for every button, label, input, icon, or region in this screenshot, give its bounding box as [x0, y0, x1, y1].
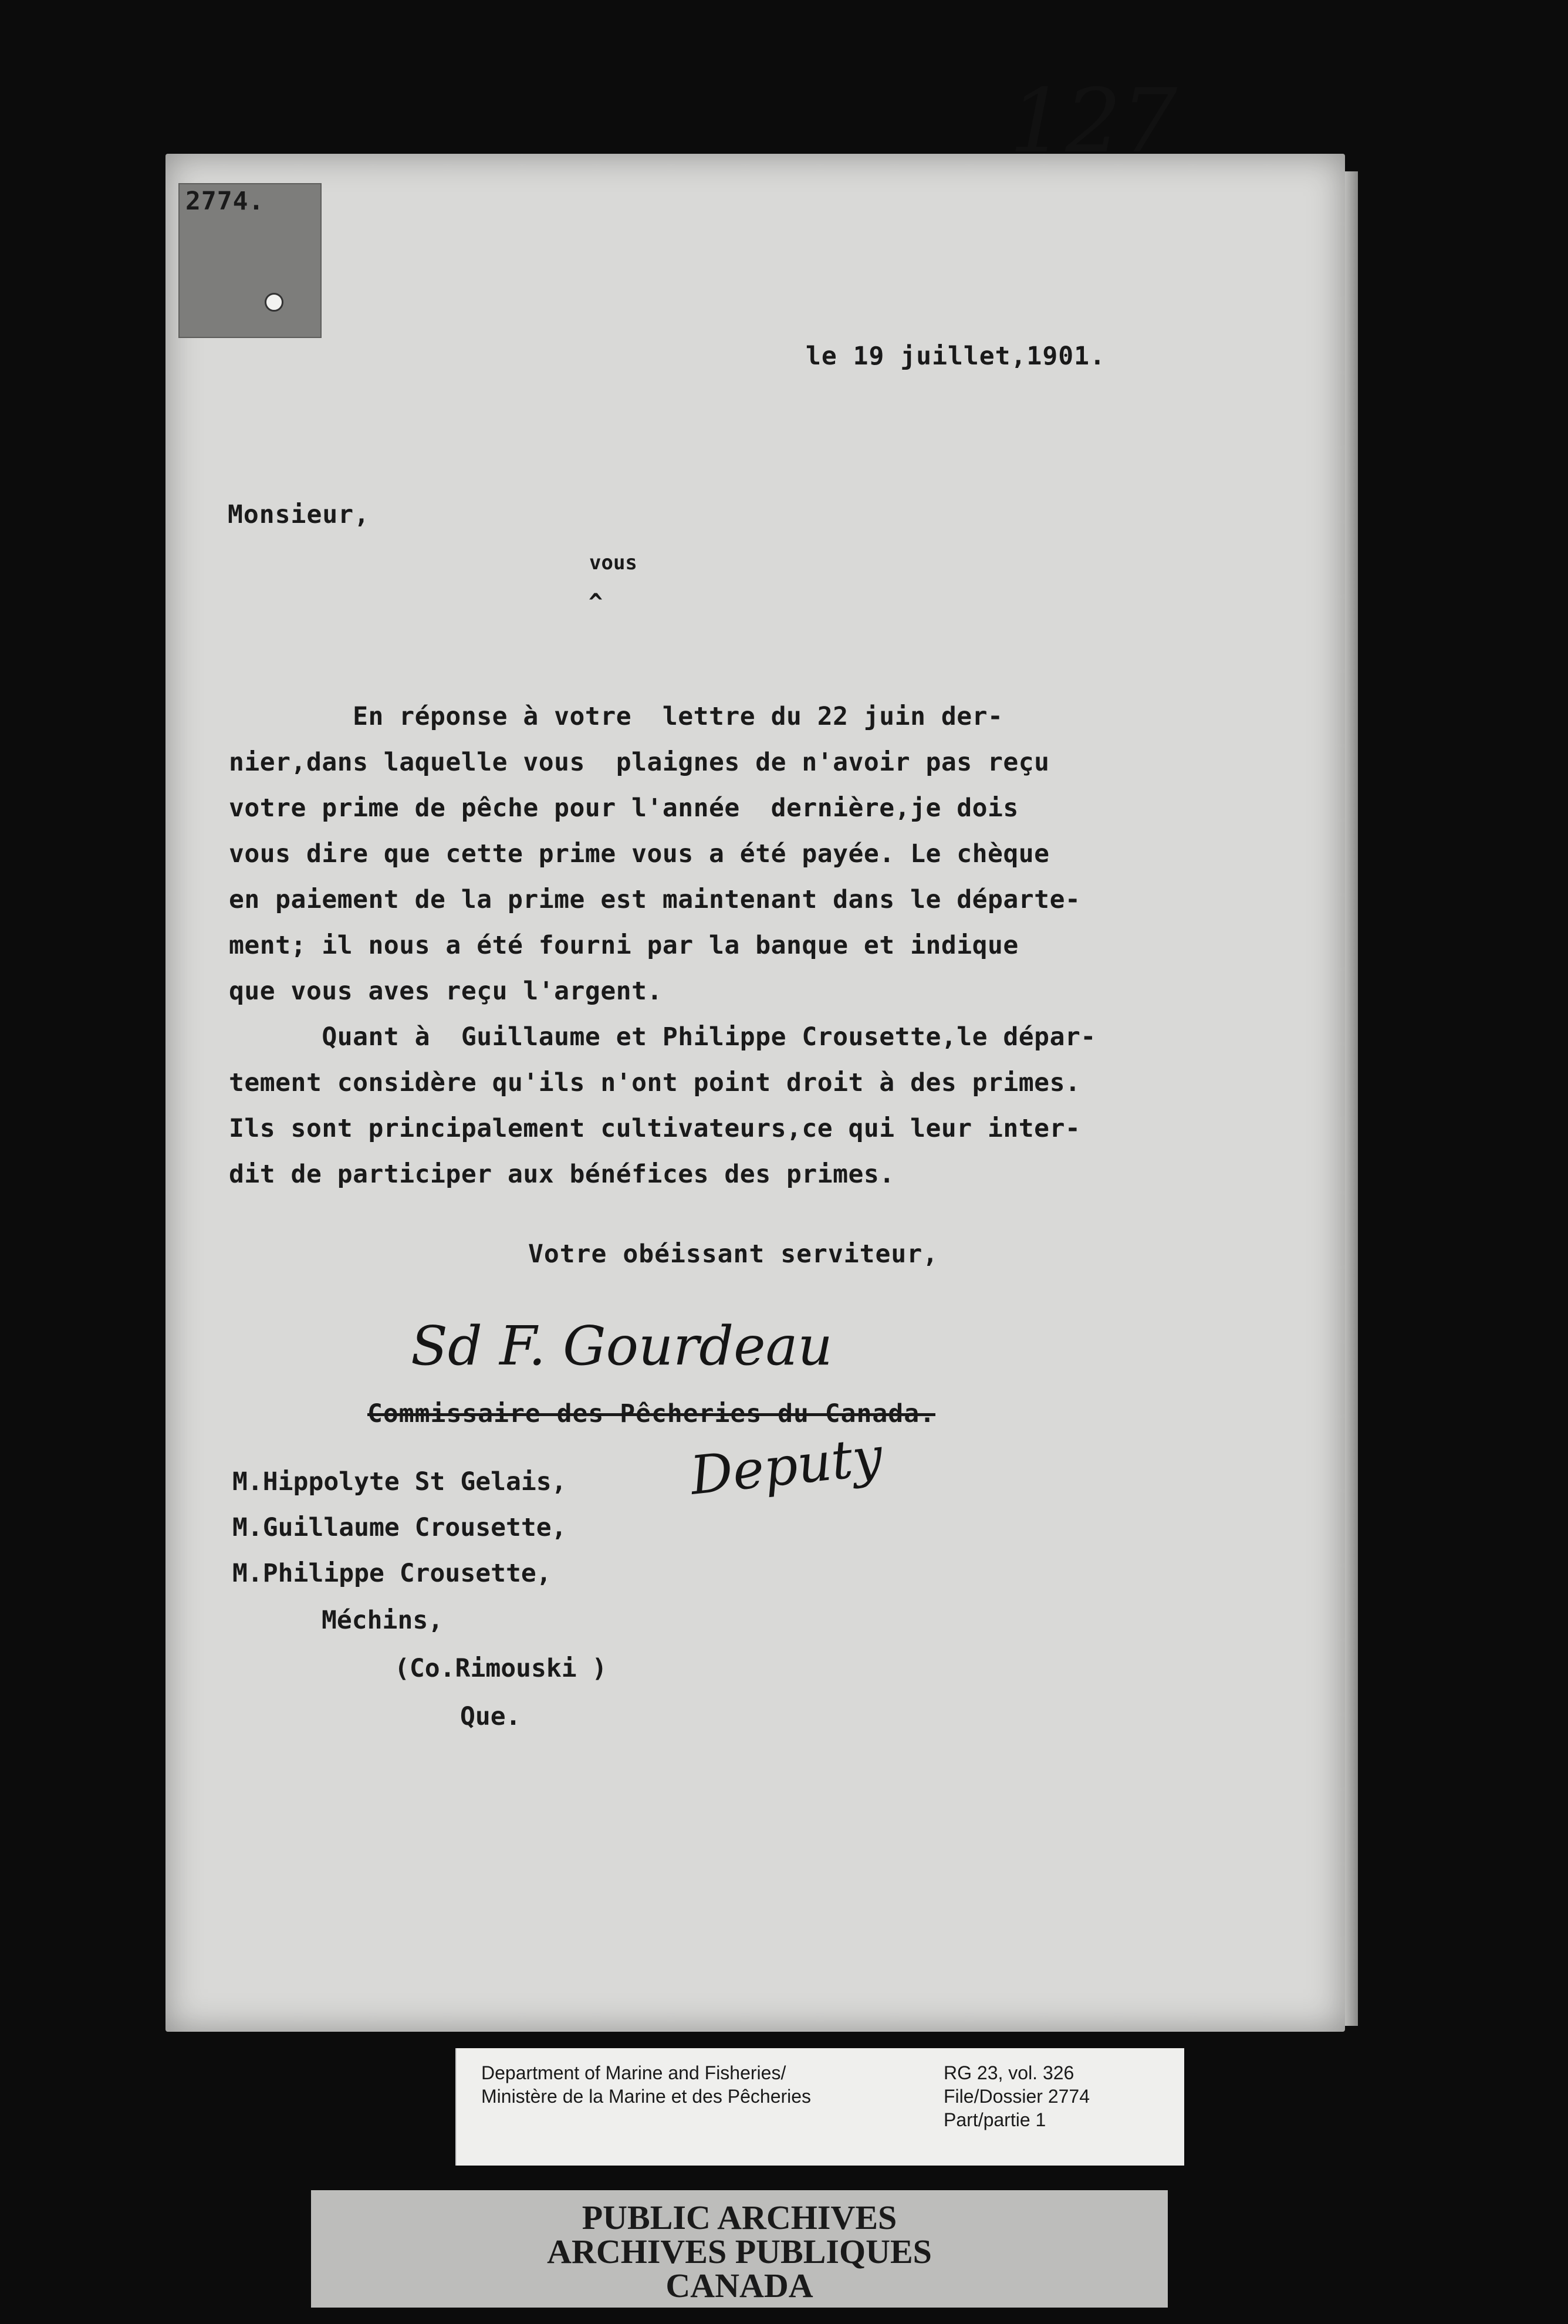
closing: Votre obéissant serviteur,	[528, 1239, 939, 1269]
stamp-line: PUBLIC ARCHIVES	[582, 2198, 897, 2237]
body-line: nier,dans laquelle vous plaignes de n'avoir pas reçu	[229, 748, 1050, 777]
body-line: vous dire que cette prime vous a été payée. Le chèque	[229, 839, 1050, 869]
address-line: M.Hippolyte St Gelais,	[232, 1467, 567, 1497]
archives-stamp	[311, 2190, 1168, 2308]
signature: Sd F. Gourdeau	[411, 1315, 833, 1377]
letter-body	[229, 523, 1303, 1197]
salutation: Monsieur,	[228, 500, 370, 529]
label-line: Ministère de la Marine et des Pêcheries	[481, 2086, 812, 2107]
insertion-caret: ^	[589, 589, 603, 616]
body-line: En réponse à votre lettre du 22 juin der-	[229, 702, 1003, 731]
body-line: en paiement de la prime est maintenant dans le départe-	[229, 885, 1081, 914]
label-line: File/Dossier 2774	[944, 2086, 1090, 2107]
body-line: que vous aves reçu l'argent.	[229, 977, 663, 1006]
address-line: M.Guillaume Crousette,	[232, 1513, 567, 1542]
label-department	[481, 2061, 811, 2108]
handwritten-insertion: vous	[589, 551, 637, 575]
folio-number: 127	[1009, 70, 1178, 173]
punch-hole	[265, 293, 283, 312]
body-line: Ils sont principalement cultivateurs,ce qui leur inter-	[229, 1114, 1081, 1143]
body-line: dit de participer aux bénéfices des primes.	[229, 1160, 895, 1189]
address-line: (Co.Rimouski )	[394, 1654, 607, 1683]
label-line: Department of Marine and Fisheries/	[481, 2062, 786, 2083]
label-reference	[944, 2061, 1090, 2132]
body-line: votre prime de pêche pour l'année dernière,je dois	[229, 793, 1019, 823]
body-line: tement considère qu'ils n'ont point droit à des primes.	[229, 1068, 1081, 1097]
address-line: M.Philippe Crousette,	[232, 1559, 552, 1588]
archive-reference-label	[455, 2048, 1184, 2166]
stamp-line: CANADA	[665, 2266, 813, 2305]
stamp-line: ARCHIVES PUBLIQUES	[547, 2232, 932, 2271]
body-line: ment; il nous a été fourni par la banque et indique	[229, 931, 1019, 960]
label-line: RG 23, vol. 326	[944, 2062, 1074, 2083]
handwritten-title: Deputy	[687, 1426, 886, 1507]
letter-date: le 19 juillet,1901.	[806, 342, 1106, 371]
label-line: Part/partie 1	[944, 2109, 1046, 2130]
address-line: Que.	[460, 1702, 521, 1731]
body-line: Quant à Guillaume et Philippe Crousette,le dépar-	[229, 1022, 1096, 1052]
struck-title: Commissaire des Pêcheries du Canada.	[367, 1399, 935, 1428]
address-line: Méchins,	[322, 1606, 444, 1635]
file-number: 2774.	[185, 187, 265, 216]
